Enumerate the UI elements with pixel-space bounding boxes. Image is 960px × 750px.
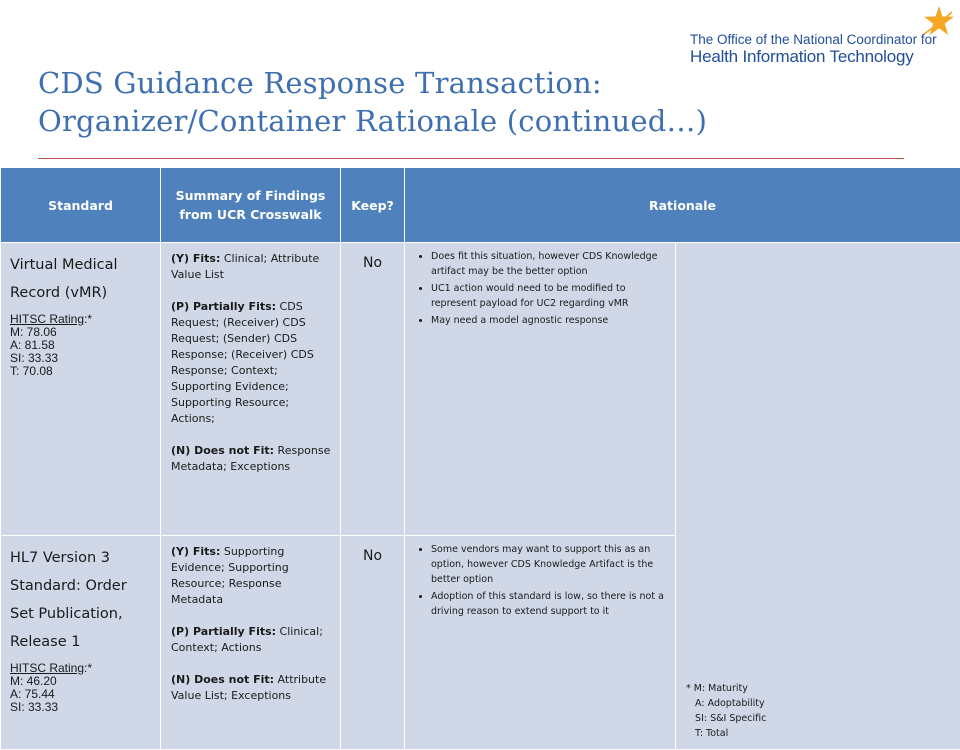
rating-value: A: 75.44 — [10, 688, 154, 701]
rating-suffix: :* — [84, 661, 92, 675]
rating-value: M: 78.06 — [10, 326, 154, 339]
rating-value: T: 70.08 — [10, 365, 154, 378]
finding-label: (P) Partially Fits: — [171, 300, 276, 313]
keep-cell: No — [341, 243, 405, 536]
rationale-item: • UC1 action would need to be modified to represent payload for UC2 regarding vMR — [431, 281, 667, 311]
rating-suffix: :* — [84, 312, 92, 326]
logo-line1: The Office of the National Coordinator for — [690, 32, 937, 47]
standard-name-line: Virtual Medical — [10, 251, 154, 279]
standard-cell — [1, 243, 161, 536]
standard-name — [10, 544, 154, 656]
keep-cell: No — [341, 536, 405, 750]
rationale-list — [411, 249, 667, 328]
finding-item — [171, 299, 334, 427]
finding-text: Response Metadata; Exceptions — [171, 444, 330, 473]
standard-name-line: Standard: Order — [10, 572, 154, 600]
header-standard: Standard — [1, 168, 161, 243]
table-row — [1, 243, 960, 536]
standard-name-line: Release 1 — [10, 628, 154, 656]
hitsc-rating — [10, 313, 154, 378]
rationale-list — [411, 542, 667, 619]
hitsc-rating — [10, 662, 154, 714]
standard-name-line: HL7 Version 3 — [10, 544, 154, 572]
rating-legend: * M: Maturity A: Adoptability SI: S&I Specific T: Total — [686, 681, 766, 741]
onc-logo — [690, 18, 952, 70]
rationale-item: • Adoption of this standard is low, so there is not a driving reason to extend support to it — [431, 589, 667, 619]
finding-text: Clinical; Attribute Value List — [171, 252, 319, 281]
rationale-cell — [405, 243, 676, 536]
rating-value: SI: 33.33 — [10, 701, 154, 714]
standard-cell — [1, 536, 161, 750]
rating-value: SI: 33.33 — [10, 352, 154, 365]
rationale-cell — [405, 536, 676, 750]
finding-item — [171, 251, 334, 283]
finding-item — [171, 624, 334, 656]
rationale-item: • May need a model agnostic response — [431, 313, 667, 328]
rating-value: A: 81.58 — [10, 339, 154, 352]
finding-label: (Y) Fits: — [171, 545, 220, 558]
rating-label: HITSC Rating — [10, 661, 84, 675]
header-keep: Keep? — [341, 168, 405, 243]
standard-name-line: Set Publication, — [10, 600, 154, 628]
rationale-item: • Does fit this situation, however CDS Knowledge artifact may be the better option — [431, 249, 667, 279]
standard-name — [10, 251, 154, 307]
logo-line2: Health Information Technology — [690, 47, 914, 67]
findings-cell — [161, 243, 341, 536]
finding-label: (P) Partially Fits: — [171, 625, 276, 638]
slide-title — [38, 64, 738, 140]
legend-cell — [676, 243, 960, 750]
finding-text: Attribute Value List; Exceptions — [171, 673, 326, 702]
finding-text: Supporting Evidence; Supporting Resource; Response Metadata — [171, 545, 289, 606]
title-divider — [38, 158, 904, 159]
findings-cell — [161, 536, 341, 750]
title-line2: Organizer/Container Rationale (continued…) — [38, 102, 738, 140]
standard-name-line: Record (vMR) — [10, 279, 154, 307]
rationale-item: • Some vendors may want to support this as an option, however CDS Knowledge Artifact is the better option — [431, 542, 667, 587]
finding-label: (N) Does not Fit: — [171, 444, 274, 457]
finding-item — [171, 443, 334, 475]
finding-item — [171, 544, 334, 608]
finding-text: Clinical; Context; Actions — [171, 625, 323, 654]
rating-label: HITSC Rating — [10, 312, 84, 326]
finding-item — [171, 672, 334, 704]
rating-value: M: 46.20 — [10, 675, 154, 688]
finding-label: (N) Does not Fit: — [171, 673, 274, 686]
finding-label: (Y) Fits: — [171, 252, 220, 265]
table-header-row — [1, 168, 960, 243]
rationale-table — [0, 167, 960, 750]
finding-text: CDS Request; (Receiver) CDS Request; (Sender) CDS Response; (Receiver) CDS Response; Context; Supporting Evidence; Supporting Resource; Actions; — [171, 300, 314, 425]
title-line1: CDS Guidance Response Transaction: — [38, 64, 738, 102]
header-rationale: Rationale — [405, 168, 960, 243]
header-summary: Summary of Findings from UCR Crosswalk — [161, 168, 341, 243]
